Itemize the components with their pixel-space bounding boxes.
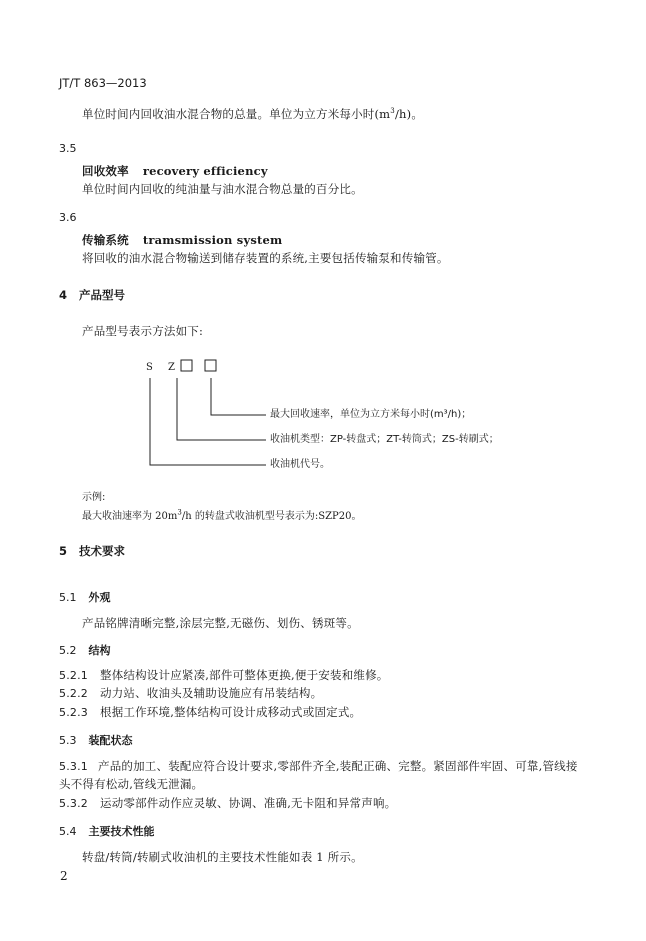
term-3-5: 回收效率 recovery efficiency [82,164,268,178]
section-5-4-text: 转盘/转筒/转刷式收油机的主要技术性能如表 1 所示。 [82,850,363,864]
model-intro-text: 产品型号表示方法如下: [82,324,204,338]
section-5-1-text: 产品铭牌清晰完整,涂层完整,无磁伤、划伤、锈斑等。 [82,616,359,630]
definition-3-6-text: 将回收的油水混合物输送到储存装置的系统,主要包括传输泵和传输管。 [82,251,449,265]
standard-code: JT/T 863—2013 [59,76,147,90]
clause-5-2-2: 5.2.2 动力站、收油头及辅助设施应有吊装结构。 [59,686,323,700]
definition-3-5-text: 单位时间内回收的纯油量与油水混合物总量的百分比。 [82,182,363,196]
clause-number-3-5: 3.5 [59,142,77,155]
example-label: 示例: [82,492,106,503]
model-letter-s: S [146,362,153,373]
clause-number-3-6: 3.6 [59,211,77,224]
page-number: 2 [60,869,68,883]
model-label-type: 收油机类型：ZP-转盘式；ZT-转筒式；ZS-转刷式； [270,434,499,445]
clause-5-3-1-line2: 头不得有松动,管线无泄漏。 [59,777,204,791]
leader-line-speed [211,378,266,415]
section-5-1-heading: 5.1 外观 [59,591,111,604]
definition-3-4-text: 单位时间内回收油水混合物的总量。单位为立方米每小时$(m^3/h)$。 [82,107,424,121]
section-5-heading: 5 技术要求 [59,544,126,558]
section-5-4-heading: 5.4 主要技术性能 [59,825,155,838]
model-label-speed: 最大回收速率，单位为立方米每小时(m³/h)； [270,409,472,420]
term-3-6: 传输系统 tramsmission system [82,233,283,247]
section-4-heading: 4 产品型号 [59,288,126,302]
model-letter-z: Z [168,362,175,373]
model-label-code: 收油机代号。 [270,459,330,470]
leader-line-type [177,378,266,440]
clause-5-2-1: 5.2.1 整体结构设计应紧凑,部件可整体更换,便于安装和维修。 [59,668,389,682]
example-text: 最大收油速率为 $20m^3/h$ 的转盘式收油机型号表示为:SZP20。 [82,508,362,522]
leader-line-code [150,378,266,465]
clause-5-3-1-line1: 5.3.1 产品的加工、装配应符合设计要求,零部件齐全,装配正确、完整。紧固部件牢固、可靠,管线接 [59,759,578,773]
section-5-2-heading: 5.2 结构 [59,644,111,657]
clause-5-3-2: 5.3.2 运动零部件动作应灵敏、协调、准确,无卡阻和异常声响。 [59,796,397,810]
section-5-3-heading: 5.3 装配状态 [59,734,133,747]
model-box-type [181,360,192,371]
clause-5-2-3: 5.2.3 根据工作环境,整体结构可设计成移动式或固定式。 [59,705,362,719]
model-box-speed [205,360,216,371]
